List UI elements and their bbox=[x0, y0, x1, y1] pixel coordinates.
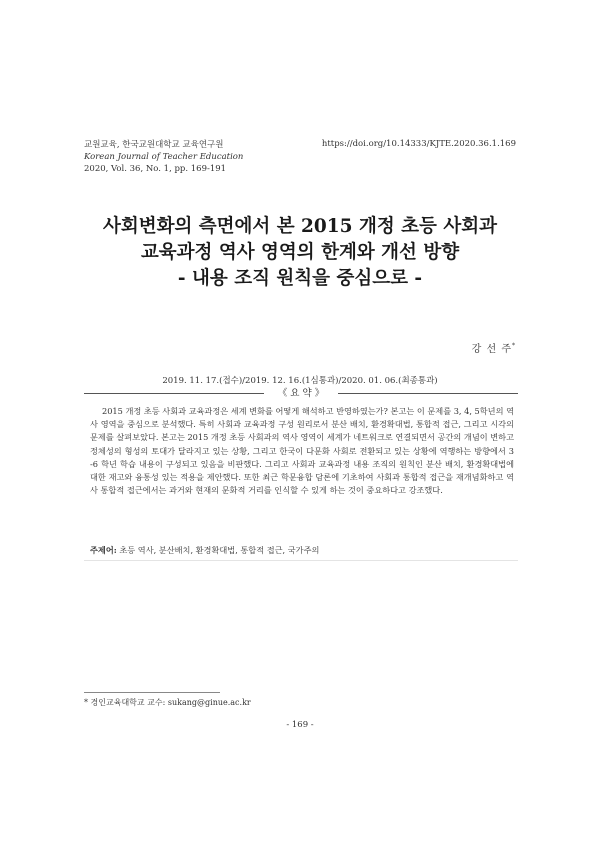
footnote: * 경인교육대학교 교수: sukang@ginue.ac.kr bbox=[84, 698, 251, 707]
keywords-text: 초등 역사, 분산배치, 환경확대법, 통합적 접근, 국가주의 bbox=[119, 545, 320, 555]
journal-header bbox=[84, 139, 243, 175]
publisher: 교원교육, 한국교원대학교 교육연구원 bbox=[84, 140, 224, 150]
keywords-divider bbox=[84, 560, 518, 561]
keywords bbox=[90, 545, 514, 556]
abstract-rule-right bbox=[338, 393, 518, 394]
author-name: 강 선 주 bbox=[471, 344, 512, 355]
footnote-rule bbox=[84, 692, 220, 693]
doi-link[interactable]: https://doi.org/10.14333/KJTE.2020.36.1.169 bbox=[321, 139, 516, 149]
author-footnote-mark: * bbox=[512, 342, 516, 350]
journal-name: Korean Journal of Teacher Education bbox=[84, 152, 244, 162]
abstract-heading-label: 《 요 약 》 bbox=[277, 388, 325, 399]
title-subtitle: - 내용 조직 원칙을 중심으로 - bbox=[177, 268, 423, 289]
page-number: - 169 - bbox=[286, 720, 314, 730]
abstract-body: 2015 개정 초등 사회과 교육과정은 세계 변화를 어떻게 해석하고 반영하였는가? 본고는 이 문제를 3, 4, 5학년의 역사 영역을 중심으로 분석했다. 특히 사회과 교육과정 구성 원리로서 분산 배치, 환경확대법, 통합적 접근, 그리고 시각의 문제를 살펴보았다. 본고는 2015 개정 초등 사회과의 역사 영역이 세계가 네트워크로 연결되면서 공간의 개념이 변하고 정체성의 형성의 토대가 달라지고 있는 상황, 그리고 한국이 다문화 사회로 전환되고 있는 상황에 역행하는 방향에서 3 -6 학년 학습 내용이 구성되고 있음을 비판했다. 그리고 사회과 교육과정 내용 조직의 원칙인 분산 배치, 환경확대법에 대한 재고와 융통성 있는 적용을 제안했다. 또한 최근 학문융합 담론에 기초하여 사회과 통합적 접근을 재개념화하고 역사 통합적 접근에서는 과거와 현재의 문화적 거리를 인식할 수 있게 하는 것이 중요하다고 강조했다. bbox=[90, 406, 514, 496]
submission-dates: 2019. 11. 17.(접수)/2019. 12. 16.(1심통과)/2020. 01. 06.(최종통과) bbox=[162, 376, 438, 386]
author bbox=[472, 340, 516, 355]
abstract-heading bbox=[84, 385, 518, 401]
keywords-label: 주제어: bbox=[90, 545, 117, 555]
title-line-2: 교육과정 역사 영역의 한계와 개선 방향 bbox=[140, 242, 460, 263]
volume-info: 2020, Vol. 36, No. 1, pp. 169-191 bbox=[84, 164, 227, 174]
title-line-1: 사회변화의 측면에서 본 2015 개정 초등 사회과 bbox=[103, 216, 497, 237]
paper-title bbox=[60, 214, 540, 292]
